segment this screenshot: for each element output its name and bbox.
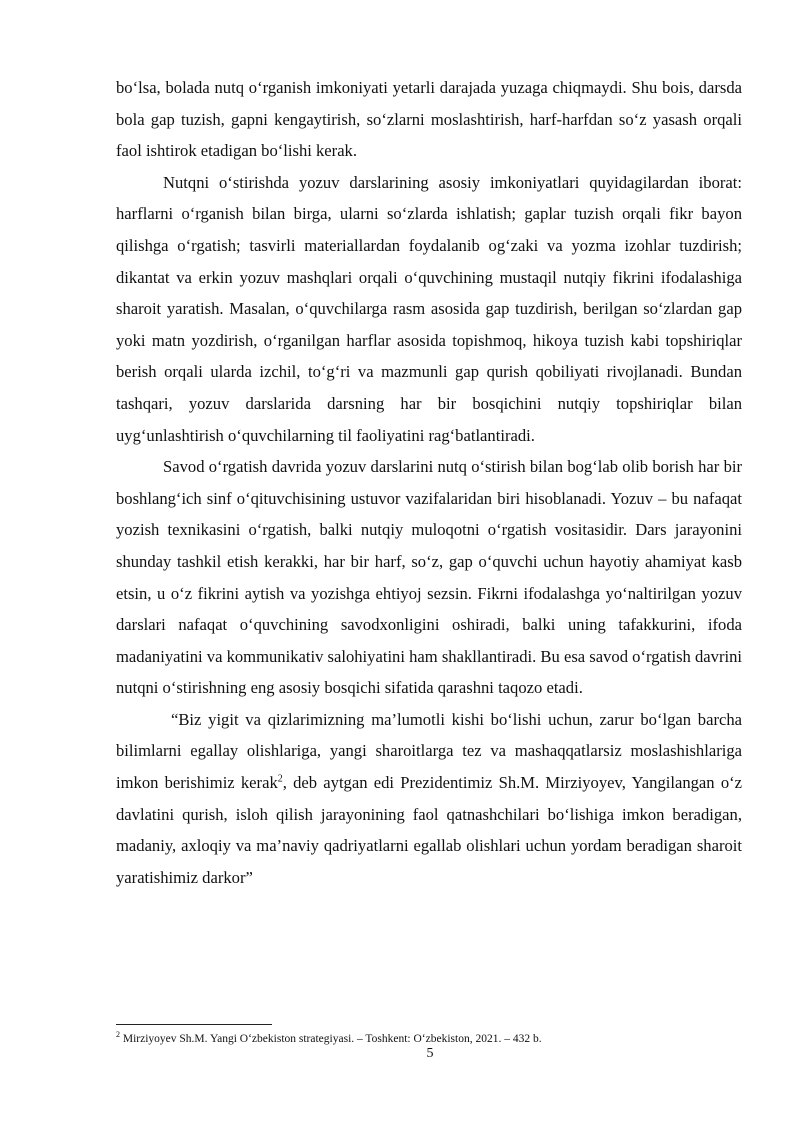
quote-text-before: “Biz yigit va qizlarimizning ma’lumotli kishi bo‘lishi uchun, zarur bo‘lgan barcha bilimlarni egallay olishlariga, yangi sharoitlarga tez va mashaqqatlarsiz moslashishlariga imkon berishimiz kerak [116,709,742,793]
footnote-separator [116,1024,272,1025]
footnote-text: Mirziyoyev Sh.M. Yangi O‘zbekiston strategiyasi. – Toshkent: O‘zbekiston, 2021. – 432 b. [120,1033,542,1045]
paragraph-writing-lessons: Nutqni o‘stirishda yozuv darslarining asosiy imkoniyatlari quyidagilardan iborat: harflarni o‘rganish bilan birga, ularni so‘zlarda ishlatish; gaplar tuzish orqali fikr bayon qilishga o‘rgatish; tasvirli materiallardan foydalanib og‘zaki va yozma izohlar tuzdirish; dikantat va erkin yozuv mashqlari orqali o‘quvchining mustaqil nutqiy fikrini ifodalashiga sharoit yaratish. Masalan, o‘quvchilarga rasm asosida gap tuzdirish, berilgan so‘zlardan gap yoki matn yozdirish, o‘rganilgan harflar asosida topishmoq, hikoya tuzish kabi topshiriqlar berish orqali ularda izchil, to‘g‘ri va mazmunli gap qurish qobiliyati rivojlanadi. Bundan tashqari, yozuv darslarida darsning har bir bosqichini nutqiy topshiriqlar bilan uyg‘unlashtirish o‘quvchilarning til faoliyatini rag‘batlantiradi. [116,172,742,445]
footnote-number: 2 [116,1030,120,1040]
page-number: 5 [426,1046,434,1061]
footnote-reference[interactable]: 2 [277,773,283,785]
paragraph-quote [116,704,742,894]
quote-text-after: , deb aytgan edi Prezidentimiz Sh.M. Mirziyoyev, Yangilangan o‘z davlatini qurish, isloh qilish jarayonining faol qatnashchilari bo‘lishiga imkon beradigan, madaniy, axloqiy va ma’naviy qadriyatlarni egallab olishlari uchun yordam beradigan sharoit yaratishimiz darkor” [116,773,743,887]
paragraph-continuation: bo‘lsa, bolada nutq o‘rganish imkoniyati yetarli darajada yuzaga chiqmaydi. Shu bois, darsda bola gap tuzish, gapni kengaytirish, so‘zlarni moslashtirish, harf-harfdan so‘z yasash orqali faol ishtirok etadigan bo‘lishi kerak. [116,78,742,161]
paragraph-literacy-period: Savod o‘rgatish davrida yozuv darslarini nutq o‘stirish bilan bog‘lab olib borish har bir boshlang‘ich sinf o‘qituvchisining ustuvor vazifalaridan biri hisoblanadi. Yozuv – bu nafaqat yozish texnikasini o‘rgatish, balki nutqiy muloqotni o‘rgatish vositasidir. Dars jarayonini shunday tashkil etish kerakki, har bir harf, so‘z, gap o‘quvchi uchun hayotiy ahamiyat kasb etsin, u o‘z fikrini aytish va yozishga ehtiyoj sezsin. Fikrni ifodalashga yo‘naltirilgan yozuv darslari nafaqat o‘quvchining savodxonligini oshiradi, balki uning tafakkurini, ifoda madaniyatini va kommunikativ salohiyatini ham shakllantiradi. Bu esa savod o‘rgatish davrini nutqni o‘stirishning eng asosiy bosqichi sifatida qarashni taqozo etadi. [116,457,742,698]
body-text [116,72,742,893]
footnote [116,1032,742,1046]
